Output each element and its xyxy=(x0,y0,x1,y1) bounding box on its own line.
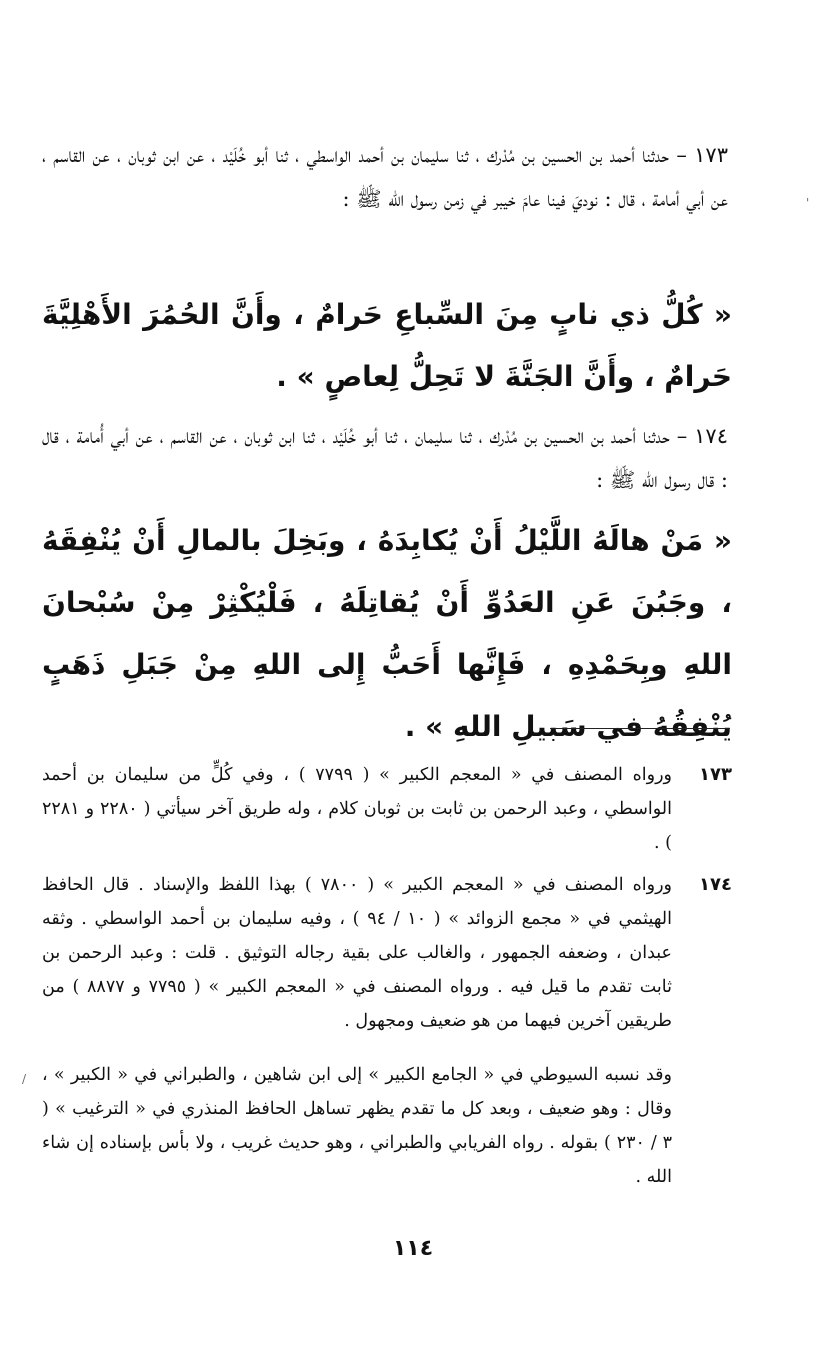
footnote-173 xyxy=(42,758,732,860)
hadith-173-narration: ١٧٣ – حدثنا أحمد بن الحسين بن مُدْرك ، ثنا سليمان بن أحمد الواسطي ، ثنا أبو خُلَيْد ، عن ابن ثوبان ، عن القاسم ، عن أبي أمامة ، قال : نوديَ فينا عامَ خيبر في زمن رسول الله ﷺ : xyxy=(42,143,728,211)
hadith-173-text: « كُلُّ ذي نابٍ مِنَ السِّباعِ حَرامٌ ، وأَنَّ الحُمُرَ الأَهْلِيَّةَ حَرامٌ ، وأَنَّ الجَنَّةَ لا تَحِلُّ لِعاصٍ » . xyxy=(42,298,732,393)
footnote-number: ١٧٤ xyxy=(699,874,732,895)
footnote-text: ورواه المصنف في « المعجم الكبير » ( ٧٨٠٠ ) بهذا اللفظ والإسناد . قال الحافظ الهيثمي في « مجمع الزوائد » ( ١٠ / ٩٤ ) ، وفيه سليمان بن أحمد الواسطي . وثقه عبدان ، وضعفه الجمهور ، والغالب على بقية رجاله التوثيق . قلت : وعبد الرحمن بن ثابت تقدم ما قيل فيه . ورواه المصنف في « المعجم الكبير » ( ٧٧٩٥ و ٨٨٧٧ ) من طريقين آخرين فيهما من هو ضعيف ومجهول . xyxy=(42,875,673,1031)
footnote-number: ١٧٣ xyxy=(699,764,732,785)
hadith-174-text: « مَنْ هالَهُ اللَّيْلُ أَنْ يُكابِدَهُ ، وبَخِلَ بالمالِ أَنْ يُنْفِقَهُ ، وجَبُنَ عَنِ العَدُوِّ أَنْ يُقاتِلَهُ ، فَلْيُكْثِرْ مِنْ سُبْحانَ اللهِ وبِحَمْدِهِ ، فَإِنَّها أَحَبُّ إِلى اللهِ مِنْ جَبَلِ ذَهَبٍ يُنْفِقُهُ في سَبيلِ اللهِ » . xyxy=(42,524,732,743)
margin-speck: / xyxy=(22,1072,27,1086)
footnote-separator xyxy=(550,728,730,729)
footnote-text: ورواه المصنف في « المعجم الكبير » ( ٧٧٩٩ ) ، وفي كُلٍّ من سليمان بن أحمد الواسطي ، وعبد الرحمن بن ثابت بن ثوبان كلام ، وله طريق آخر سيأتي ( ٢٢٨٠ و ٢٢٨١ ) . xyxy=(42,765,673,853)
hadith-174-narration: ١٧٤ – حدثنا أحمد بن الحسين بن مُدْرك ، ثنا سليمان ، ثنا أبو خُلَيْد ، ثنا ابن ثوبان ، عن القاسم ، عن أبي أُمامة ، قال : قال رسول الله ﷺ : xyxy=(42,424,728,492)
page-number: ١١٤ xyxy=(392,1236,434,1261)
footnote-174 xyxy=(42,868,732,1038)
footnote-174-continuation: وقد نسبه السيوطي في « الجامع الكبير » إلى ابن شاهين ، والطبراني في « الكبير » ، وقال : وهو ضعيف ، وبعد كل ما تقدم يظهر تساهل الحافظ المنذري في « الترغيب » ( ٣ / ٢٣٠ ) بقوله . رواه الفريابي والطبراني ، وهو حديث غريب ، ولا بأس بإسناده إن شاء الله . xyxy=(42,1065,672,1187)
margin-speck: ' xyxy=(806,196,810,210)
